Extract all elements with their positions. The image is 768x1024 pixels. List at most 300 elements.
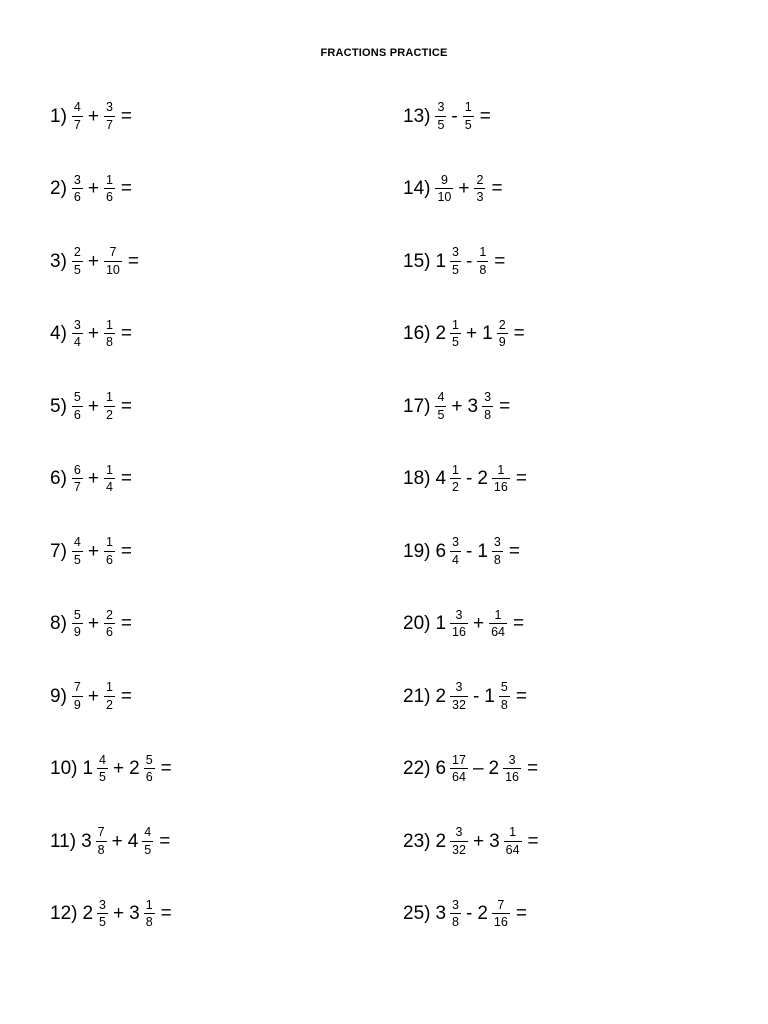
whole-number: 2 <box>477 903 488 925</box>
equals-sign: = <box>120 323 133 345</box>
denominator: 6 <box>105 625 113 640</box>
denominator: 5 <box>73 262 81 277</box>
mixed-number <box>460 101 477 131</box>
fraction <box>97 754 108 784</box>
problem-item <box>50 80 172 153</box>
mixed-number <box>69 246 86 276</box>
numerator: 1 <box>105 172 113 187</box>
fraction <box>435 391 446 421</box>
fraction <box>477 246 488 276</box>
numerator: 3 <box>455 607 463 622</box>
equals-sign: = <box>515 468 527 490</box>
numerator: 4 <box>437 390 445 405</box>
mixed-number <box>471 174 488 204</box>
denominator: 9 <box>498 335 506 350</box>
mixed-number <box>125 826 157 856</box>
equals-sign: = <box>512 613 525 635</box>
numerator: 6 <box>73 462 81 477</box>
mixed-number <box>78 826 110 856</box>
whole-number: 3 <box>489 830 500 852</box>
fraction <box>96 826 107 856</box>
fraction <box>104 391 115 421</box>
mixed-number <box>432 899 464 929</box>
equals-sign: = <box>527 830 539 852</box>
equals-sign: = <box>513 323 525 345</box>
numerator: 4 <box>144 825 152 840</box>
fraction <box>72 319 83 349</box>
problem-item <box>403 298 539 371</box>
numerator: 5 <box>73 390 81 405</box>
denominator: 2 <box>105 407 113 422</box>
problem-item <box>50 878 172 951</box>
fraction <box>450 609 468 639</box>
denominator: 32 <box>452 842 466 857</box>
mixed-number <box>474 464 512 494</box>
numerator: 3 <box>455 680 463 695</box>
problem-number: 2) <box>50 178 67 200</box>
numerator: 3 <box>508 752 516 767</box>
mixed-number <box>126 899 158 929</box>
fraction <box>497 319 508 349</box>
denominator: 64 <box>505 842 520 857</box>
problem-number: 14) <box>403 178 431 200</box>
denominator: 6 <box>145 770 153 785</box>
mixed-number <box>432 101 449 131</box>
operator: + <box>87 105 99 127</box>
fraction <box>474 174 485 204</box>
equals-sign: = <box>491 178 503 200</box>
problem-number: 18) <box>403 468 431 490</box>
problem-item <box>403 878 539 951</box>
whole-number: 2 <box>477 468 488 490</box>
problem-number: 7) <box>50 540 67 562</box>
mixed-number <box>79 899 111 929</box>
problem-number: 11) <box>50 830 77 852</box>
operator: + <box>87 178 99 200</box>
fraction <box>503 754 521 784</box>
operator: - <box>451 105 458 127</box>
numerator: 2 <box>476 172 484 187</box>
numerator: 1 <box>452 462 459 477</box>
problem-number: 23) <box>403 830 431 852</box>
numerator: 3 <box>452 535 459 550</box>
whole-number: 3 <box>129 903 140 925</box>
operator: + <box>466 323 478 345</box>
numerator: 4 <box>73 100 81 115</box>
operator: + <box>458 178 470 200</box>
mixed-number <box>101 464 118 494</box>
operator: + <box>87 395 99 417</box>
whole-number: 1 <box>477 540 488 562</box>
problem-number: 16) <box>403 323 431 345</box>
fraction <box>435 101 446 131</box>
problem-item <box>403 588 539 661</box>
fraction <box>72 391 83 421</box>
numerator: 3 <box>73 317 81 332</box>
numerator: 3 <box>437 100 445 115</box>
numerator: 5 <box>145 752 153 767</box>
denominator: 8 <box>493 552 501 567</box>
fraction <box>450 319 461 349</box>
whole-number: 1 <box>435 613 447 635</box>
operator: - <box>466 540 473 562</box>
fraction <box>104 536 115 566</box>
problem-item <box>403 515 539 588</box>
fraction <box>450 826 468 856</box>
operator: + <box>87 540 99 562</box>
mixed-number <box>432 246 464 276</box>
fraction <box>104 609 115 639</box>
numerator: 1 <box>494 607 502 622</box>
numerator: 17 <box>452 752 466 767</box>
operator: – <box>472 758 484 780</box>
whole-number: 2 <box>435 830 447 852</box>
denominator: 8 <box>479 262 487 277</box>
denominator: 8 <box>145 915 153 930</box>
problem-item <box>50 225 172 298</box>
equals-sign: = <box>120 468 133 490</box>
denominator: 16 <box>452 625 466 640</box>
mixed-number <box>101 609 118 639</box>
denominator: 5 <box>144 842 152 857</box>
denominator: 6 <box>105 190 113 205</box>
numerator: 5 <box>500 680 508 695</box>
fraction <box>450 899 461 929</box>
numerator: 4 <box>99 752 106 767</box>
operator: + <box>451 395 463 417</box>
equals-sign: = <box>479 105 491 127</box>
problem-number: 8) <box>50 613 67 635</box>
operator: + <box>87 685 99 707</box>
numerator: 3 <box>452 245 459 260</box>
numerator: 5 <box>73 607 81 622</box>
mixed-number <box>69 609 86 639</box>
problem-item <box>50 370 172 443</box>
problem-item <box>403 153 539 226</box>
fraction <box>144 754 155 784</box>
denominator: 5 <box>73 552 81 567</box>
numerator: 9 <box>440 172 448 187</box>
problem-number: 3) <box>50 250 67 272</box>
whole-number: 2 <box>129 758 140 780</box>
denominator: 64 <box>491 625 505 640</box>
fraction <box>72 174 83 204</box>
denominator: 7 <box>73 480 81 495</box>
operator: + <box>111 830 123 852</box>
numerator: 1 <box>479 245 487 260</box>
mixed-number <box>69 101 86 131</box>
whole-number: 6 <box>435 540 447 562</box>
denominator: 5 <box>452 262 459 277</box>
mixed-number <box>69 174 86 204</box>
denominator: 8 <box>484 407 492 422</box>
fraction <box>482 391 493 421</box>
denominator: 6 <box>73 190 81 205</box>
mixed-number <box>101 101 118 131</box>
denominator: 16 <box>505 770 520 785</box>
denominator: 5 <box>99 770 106 785</box>
equals-sign: = <box>515 685 527 707</box>
mixed-number <box>69 319 86 349</box>
equals-sign: = <box>494 250 506 272</box>
problem-item <box>50 298 172 371</box>
mixed-number <box>474 246 491 276</box>
equals-sign: = <box>120 613 133 635</box>
mixed-number <box>486 826 524 856</box>
whole-number: 3 <box>467 395 479 417</box>
problem-number: 25) <box>403 903 431 925</box>
mixed-number <box>479 319 511 349</box>
numerator: 2 <box>105 607 113 622</box>
problem-number: 12) <box>50 903 78 925</box>
denominator: 2 <box>452 480 459 495</box>
problem-item <box>50 805 172 878</box>
denominator: 16 <box>493 915 508 930</box>
mixed-number <box>432 174 456 204</box>
problem-item <box>50 660 172 733</box>
problem-number: 15) <box>403 250 431 272</box>
denominator: 8 <box>97 842 105 857</box>
numerator: 2 <box>498 317 506 332</box>
problem-item <box>50 733 172 806</box>
problem-item <box>403 660 539 733</box>
fraction <box>450 536 461 566</box>
numerator: 7 <box>109 245 117 260</box>
equals-sign: = <box>160 903 172 925</box>
denominator: 32 <box>452 697 466 712</box>
mixed-number <box>101 174 118 204</box>
fraction <box>104 174 115 204</box>
problem-number: 10) <box>50 758 78 780</box>
fraction <box>450 754 468 784</box>
fraction <box>499 681 510 711</box>
mixed-number <box>481 681 513 711</box>
problem-number: 6) <box>50 468 67 490</box>
problem-item <box>403 443 539 516</box>
numerator: 1 <box>452 317 459 332</box>
mixed-number <box>69 536 86 566</box>
whole-number: 2 <box>435 685 447 707</box>
problem-number: 4) <box>50 323 67 345</box>
equals-sign: = <box>499 395 511 417</box>
denominator: 2 <box>105 697 113 712</box>
problem-column-left <box>50 80 172 950</box>
equals-sign: = <box>120 540 133 562</box>
operator: + <box>87 250 99 272</box>
mixed-number <box>69 681 86 711</box>
mixed-number <box>69 464 86 494</box>
fraction <box>72 609 83 639</box>
denominator: 3 <box>476 190 484 205</box>
problem-number: 1) <box>50 105 67 127</box>
numerator: 1 <box>105 390 113 405</box>
denominator: 16 <box>493 480 508 495</box>
fraction <box>489 609 507 639</box>
denominator: 8 <box>500 697 508 712</box>
mixed-number <box>101 319 118 349</box>
equals-sign: = <box>515 903 527 925</box>
fraction <box>104 681 115 711</box>
fraction <box>104 319 115 349</box>
mixed-number <box>432 536 464 566</box>
mixed-number <box>79 754 111 784</box>
whole-number: 2 <box>82 903 94 925</box>
problem-number: 13) <box>403 105 431 127</box>
numerator: 4 <box>73 535 81 550</box>
problem-item <box>50 515 172 588</box>
operator: - <box>472 685 480 707</box>
numerator: 1 <box>105 317 113 332</box>
problem-number: 22) <box>403 758 431 780</box>
whole-number: 1 <box>82 758 94 780</box>
mixed-number <box>432 826 470 856</box>
problem-item <box>50 153 172 226</box>
numerator: 3 <box>452 897 459 912</box>
denominator: 8 <box>452 915 459 930</box>
fraction <box>492 899 510 929</box>
numerator: 1 <box>105 535 113 550</box>
numerator: 7 <box>497 897 505 912</box>
fraction <box>450 246 461 276</box>
problem-number: 20) <box>403 613 431 635</box>
fraction <box>72 536 83 566</box>
numerator: 1 <box>105 680 113 695</box>
denominator: 9 <box>73 625 81 640</box>
operator: + <box>472 613 485 635</box>
whole-number: 4 <box>435 468 447 490</box>
problem-number: 21) <box>403 685 431 707</box>
fraction <box>504 826 522 856</box>
fraction <box>492 536 503 566</box>
denominator: 7 <box>73 117 81 132</box>
whole-number: 6 <box>435 758 447 780</box>
numerator: 2 <box>73 245 81 260</box>
numerator: 3 <box>105 100 113 115</box>
denominator: 6 <box>73 407 81 422</box>
mixed-number <box>432 391 449 421</box>
mixed-number <box>69 391 86 421</box>
denominator: 5 <box>464 117 472 132</box>
fraction <box>97 899 108 929</box>
whole-number: 4 <box>127 830 139 852</box>
whole-number: 1 <box>484 685 495 707</box>
denominator: 8 <box>105 335 113 350</box>
denominator: 5 <box>437 407 445 422</box>
fraction <box>72 246 83 276</box>
whole-number: 3 <box>81 830 92 852</box>
fraction <box>72 464 83 494</box>
equals-sign: = <box>120 105 133 127</box>
whole-number: 1 <box>482 323 493 345</box>
problem-number: 9) <box>50 685 67 707</box>
numerator: 7 <box>73 680 81 695</box>
equals-sign: = <box>508 540 520 562</box>
problem-column-right <box>403 80 539 950</box>
problem-item <box>403 225 539 298</box>
operator: - <box>466 468 473 490</box>
operator: - <box>466 903 473 925</box>
numerator: 1 <box>145 897 153 912</box>
denominator: 9 <box>73 697 81 712</box>
numerator: 1 <box>509 825 517 840</box>
denominator: 6 <box>105 552 113 567</box>
numerator: 1 <box>464 100 472 115</box>
operator: + <box>472 830 485 852</box>
numerator: 3 <box>493 535 501 550</box>
denominator: 10 <box>105 262 120 277</box>
whole-number: 1 <box>435 250 447 272</box>
problem-item <box>50 443 172 516</box>
problem-number: 5) <box>50 395 67 417</box>
fraction <box>142 826 153 856</box>
operator: + <box>87 323 99 345</box>
whole-number: 2 <box>435 323 447 345</box>
equals-sign: = <box>160 758 172 780</box>
denominator: 64 <box>452 770 466 785</box>
whole-number: 3 <box>435 903 447 925</box>
equals-sign: = <box>527 758 539 780</box>
mixed-number <box>432 681 470 711</box>
denominator: 5 <box>99 915 106 930</box>
denominator: 10 <box>437 190 452 205</box>
equals-sign: = <box>120 685 133 707</box>
denominator: 5 <box>437 117 445 132</box>
problem-number: 19) <box>403 540 431 562</box>
equals-sign: = <box>159 830 171 852</box>
denominator: 4 <box>452 552 459 567</box>
problem-number: 17) <box>403 395 431 417</box>
operator: - <box>466 250 473 272</box>
numerator: 3 <box>455 825 463 840</box>
mixed-number <box>101 536 118 566</box>
fraction <box>144 899 155 929</box>
fraction <box>72 681 83 711</box>
fraction <box>450 681 468 711</box>
mixed-number <box>465 391 497 421</box>
denominator: 7 <box>105 117 113 132</box>
operator: + <box>113 758 125 780</box>
page-title: FRACTIONS PRACTICE <box>320 47 448 59</box>
fraction <box>435 174 453 204</box>
problem-item <box>403 370 539 443</box>
whole-number: 2 <box>488 758 500 780</box>
mixed-number <box>432 754 470 784</box>
fraction <box>492 464 510 494</box>
numerator: 3 <box>484 390 492 405</box>
mixed-number <box>101 246 125 276</box>
fraction <box>104 101 115 131</box>
equals-sign: = <box>120 178 133 200</box>
numerator: 7 <box>97 825 105 840</box>
fraction <box>104 246 122 276</box>
equals-sign: = <box>127 250 139 272</box>
operator: + <box>113 903 125 925</box>
denominator: 4 <box>105 480 113 495</box>
mixed-number <box>101 681 118 711</box>
fraction <box>104 464 115 494</box>
mixed-number <box>432 319 464 349</box>
operator: + <box>87 613 99 635</box>
numerator: 3 <box>73 172 81 187</box>
numerator: 1 <box>497 462 505 477</box>
mixed-number <box>486 609 510 639</box>
equals-sign: = <box>120 395 133 417</box>
fraction <box>72 101 83 131</box>
denominator: 5 <box>452 335 459 350</box>
mixed-number <box>486 754 524 784</box>
fraction <box>463 101 474 131</box>
fraction <box>450 464 461 494</box>
